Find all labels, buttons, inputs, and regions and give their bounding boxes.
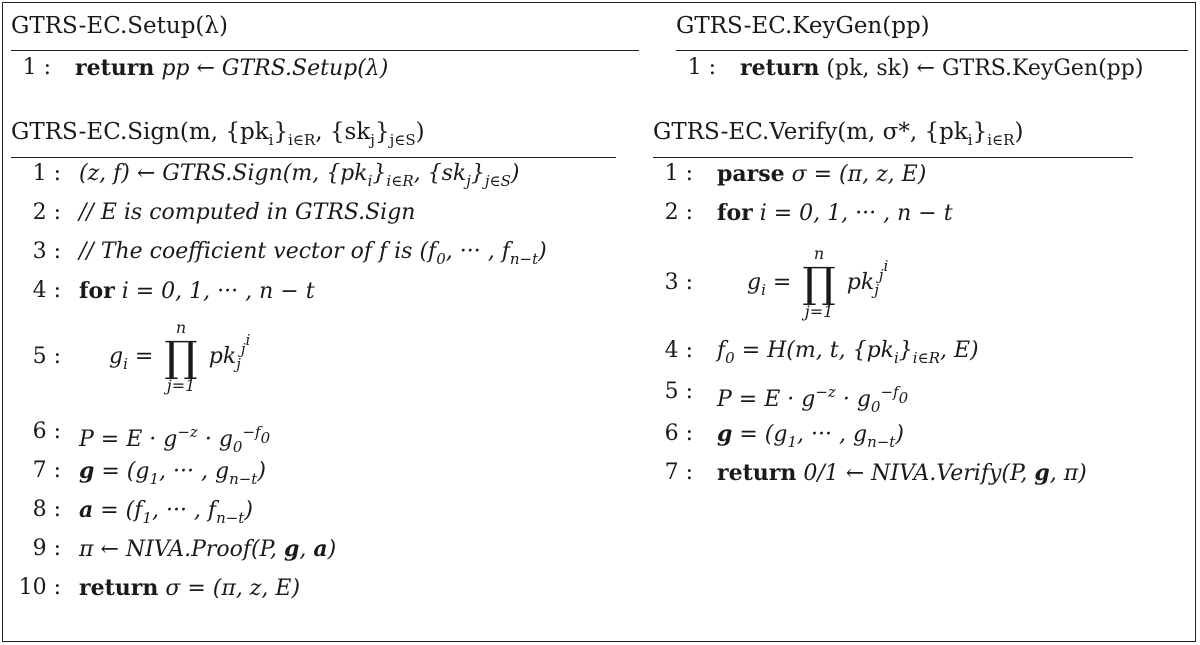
line-body	[79, 457, 266, 493]
product-symbol: n ∏ j=1	[802, 244, 836, 321]
line-body	[79, 418, 270, 461]
line-number: 2 :	[664, 200, 693, 225]
line-text: i = 0, 1, ··· , n − t	[114, 279, 315, 304]
line-text: // E is computed in GTRS.Sign	[79, 200, 416, 225]
line-body	[79, 535, 336, 564]
line-number: 1 :	[22, 55, 51, 80]
line-text: i = 0, 1, ··· , n − t	[752, 201, 953, 226]
line-number: 5 :	[664, 379, 693, 404]
line-body	[75, 54, 388, 83]
line-text: σ = (π, z, E)	[158, 576, 301, 601]
line-number: 1 :	[687, 55, 716, 80]
line-number: 1 :	[32, 161, 61, 186]
line-body	[79, 199, 415, 227]
line-body	[717, 337, 979, 372]
verify-rule	[653, 157, 1133, 158]
line-number: 2 :	[32, 200, 61, 225]
line-body	[79, 160, 520, 195]
line-number: 3 :	[664, 270, 693, 295]
verify-title: GTRS-EC.Verify(m, σ*, $\{pk_i\}_{i\in R}$)	[653, 119, 1024, 149]
line-body	[109, 319, 250, 395]
line-number: 4 :	[32, 278, 61, 303]
line-text: $g = (g_1$, ··· , $g_{n-t}$)	[717, 421, 904, 451]
line-text: $g_i$ = n ∏ j=1 $pk_j^{ji}$	[109, 318, 251, 395]
sign-rule	[11, 157, 616, 158]
keygen-algorithm	[676, 11, 930, 41]
line-number: 6 :	[664, 421, 693, 446]
line-text: $a = (f_1$, ··· , $f_{n-t}$)	[79, 497, 253, 527]
sign-title: GTRS-EC.Sign(m, $\{pk_i\}_{i\in R}$, $\{sk_j\}_{j\in S}$)	[11, 119, 425, 149]
line-text: $g_i$ = n ∏ j=1 $pk_j^{ji}$	[747, 244, 889, 321]
line-body	[79, 496, 253, 532]
algorithm-figure	[2, 2, 1196, 642]
line-body	[79, 277, 315, 306]
line-number: 9 :	[32, 536, 61, 561]
keyword: parse	[717, 161, 785, 187]
line-number: 8 :	[32, 497, 61, 522]
line-number: 7 :	[664, 460, 693, 485]
line-number: 6 :	[32, 419, 61, 444]
line-body	[740, 54, 1143, 83]
keyword: return	[79, 575, 159, 601]
line-number: 10 :	[18, 575, 61, 600]
line-body	[79, 238, 547, 273]
line-text: $g = (g_1$, ··· , $g_{n-t}$)	[79, 458, 266, 488]
line-text: π ← NIVA.Proof(P, g, a)	[79, 536, 337, 562]
keyword: return	[740, 55, 820, 81]
line-text: // The coefficient vector of f is ($f_0$, ··· , $f_{n-t}$)	[79, 239, 547, 268]
line-body	[747, 245, 888, 321]
line-number: 3 :	[32, 239, 61, 264]
line-number: 1 :	[664, 161, 693, 186]
line-text: $P = E \cdot g^{-z} \cdot g_0^{-f0}$	[717, 383, 909, 416]
line-text: (pk, sk) ← GTRS.KeyGen(pp)	[819, 56, 1144, 81]
line-body	[717, 378, 908, 421]
line-body	[717, 420, 904, 456]
line-text: σ = (π, z, E)	[784, 162, 927, 187]
line-body	[717, 199, 953, 228]
keyword: return	[75, 55, 155, 81]
line-text: 0/1 ← NIVA.Verify(P, g, π)	[796, 460, 1087, 486]
keyword: for	[79, 278, 115, 304]
line-number: 4 :	[664, 338, 693, 363]
line-body	[717, 160, 926, 189]
keygen-rule	[676, 50, 1188, 51]
setup-title: GTRS-EC.Setup(λ)	[11, 13, 228, 39]
line-number: 7 :	[32, 458, 61, 483]
sign-algorithm	[11, 117, 425, 155]
line-number: 5 :	[32, 344, 61, 369]
line-body	[717, 459, 1087, 488]
setup-rule	[11, 50, 639, 51]
keyword: return	[717, 460, 797, 486]
keygen-title: GTRS-EC.KeyGen(pp)	[676, 13, 930, 39]
verify-algorithm	[653, 117, 1023, 155]
line-text: (z, f) ← GTRS.Sign(m, $\{pk_i\}_{i\in R}$, $\{sk_j\}_{j\in S}$)	[79, 161, 520, 190]
keyword: for	[717, 200, 753, 226]
line-text: $P = E \cdot g^{-z} \cdot g_0^{-f0}$	[79, 423, 271, 456]
line-body	[79, 574, 300, 603]
setup-algorithm	[11, 11, 228, 41]
product-symbol: n ∏ j=1	[164, 318, 198, 395]
line-text: $f_0 = H(m$, t, $\{pk_i\}_{i\in R}$, E)	[717, 338, 979, 367]
line-text: pp ← GTRS.Setup(λ)	[154, 56, 389, 81]
